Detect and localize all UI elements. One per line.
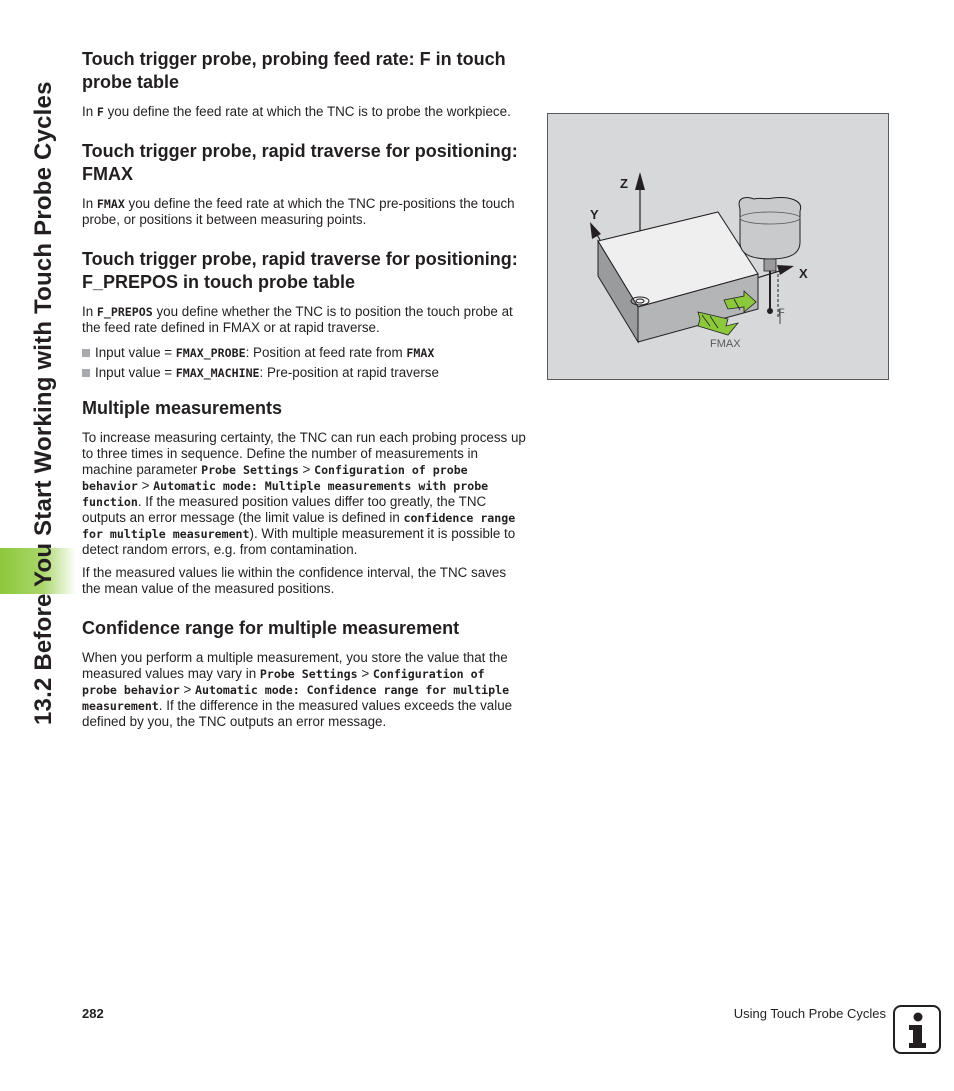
label-f: F <box>778 307 785 319</box>
info-glyph <box>895 1007 939 1052</box>
section-fmax <box>82 140 526 228</box>
axis-label-y: Y <box>590 207 599 222</box>
axis-label-z: Z <box>620 176 628 191</box>
paragraph-fmax: In FMAX you define the feed rate at which the TNC pre-positions the touch probe, or positions it between measuring points. <box>82 196 515 227</box>
section-feed-rate <box>82 48 526 120</box>
chapter-title-vertical <box>12 45 58 725</box>
heading-fmax: Touch trigger probe, rapid traverse for positioning: FMAX <box>82 141 518 184</box>
section-f-prepos <box>82 248 526 383</box>
paragraph-feed-rate: In F you define the feed rate at which the TNC is to probe the workpiece. <box>82 104 511 119</box>
heading-confidence-range: Confidence range for multiple measurement <box>82 618 460 638</box>
info-icon <box>893 1005 941 1054</box>
input-value-list <box>82 343 526 383</box>
bullet-square-icon <box>82 369 90 377</box>
footer-chapter: Using Touch Probe Cycles <box>733 1006 886 1021</box>
label-fmax: FMAX <box>710 338 741 350</box>
axis-label-x: X <box>799 266 808 281</box>
heading-multiple-measurements: Multiple measurements <box>82 398 283 418</box>
heading-feed-rate: Touch trigger probe, probing feed rate: F in touch probe table <box>82 49 506 92</box>
paragraph-multiple-1: To increase measuring certainty, the TNC can run each probing process up to three times in sequence. Define the number of measurements in machine parameter Probe Settings > Configuration of probe behavior > Automatic mode: Multiple measurements with probe function. If the measured position values differ too greatly, the TNC outputs an error message (the limit value is defined in confidence range for multiple measurement). With multiple measurement it is possible to detect random errors, e.g. from contamination. <box>82 430 526 557</box>
heading-f-prepos: Touch trigger probe, rapid traverse for positioning: F_PREPOS in touch probe table <box>82 249 518 292</box>
paragraph-confidence: When you perform a multiple measurement, you store the value that the measured values may vary in Probe Settings > Configuration of probe behavior > Automatic mode: Confidence range for multiple measurement. If the difference in the measured values exceeds the value defined by you, the TNC outputs an error message. <box>82 650 513 729</box>
main-content <box>82 48 526 750</box>
chapter-title-text: 13.2 Before You Start Working with Touch Probe Cycles <box>30 81 57 725</box>
list-item: Input value = FMAX_MACHINE: Pre-position at rapid traverse <box>82 363 526 383</box>
section-multiple-measurements <box>82 397 526 597</box>
paragraph-f-prepos: In F_PREPOS you define whether the TNC is to position the touch probe at the feed rate defined in FMAX or at rapid traverse. <box>82 304 513 335</box>
section-confidence-range <box>82 617 526 730</box>
paragraph-multiple-2: If the measured values lie within the confidence interval, the TNC saves the mean value of the measured positions. <box>82 565 507 596</box>
bullet-square-icon <box>82 349 90 357</box>
page-number: 282 <box>82 1006 104 1021</box>
probe-figure <box>547 113 889 380</box>
list-item: Input value = FMAX_PROBE: Position at feed rate from FMAX <box>82 343 526 363</box>
